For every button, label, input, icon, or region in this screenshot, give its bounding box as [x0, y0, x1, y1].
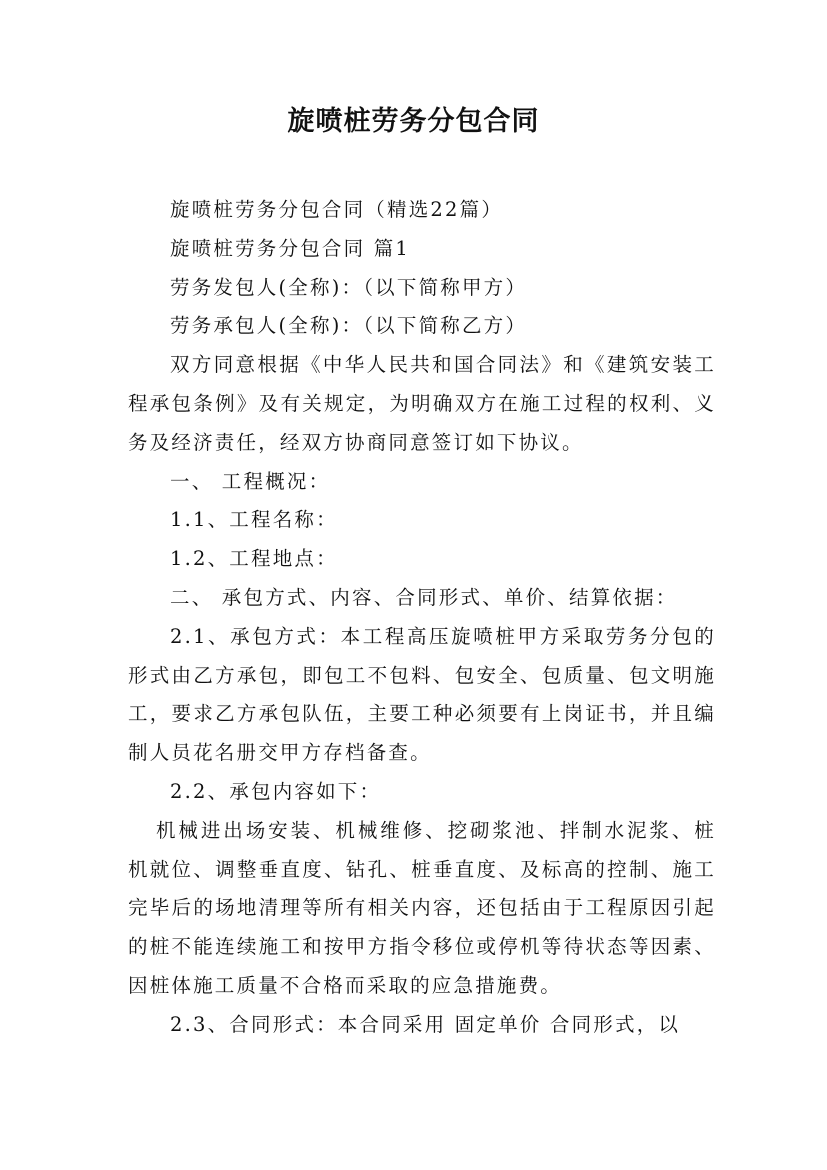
document-title: 旋喷桩劳务分包合同	[287, 106, 540, 137]
paragraph-contract-content: 机械进出场安装、机械维修、挖砌浆池、拌制水泥浆、桩机就位、调整垂直度、钻孔、桩垂直度、及标高的控制、施工完毕后的场地清理等所有相关内容，还包括由于工程原因引起的桩不能连续施工和按甲方指令移位或停机等待状态等因素、因桩体施工质量不合格而采取的应急措施费。	[128, 818, 716, 997]
paragraph-agreement: 双方同意根据《中华人民共和国合同法》和《建筑安装工程承包条例》及有关规定，为明确双方在施工过程的权利、义务及经济责任，经双方协商同意签订如下协议。	[128, 353, 716, 454]
paragraph-heading-1: 一、 工程概况：	[170, 469, 331, 493]
document-body	[128, 191, 716, 1045]
paragraph-contract-content-heading: 2.2、承包内容如下：	[170, 779, 382, 803]
paragraph-section-heading: 旋喷桩劳务分包合同 篇1	[170, 236, 411, 260]
paragraph-contractor: 劳务承包人(全称)：（以下简称乙方）	[170, 314, 528, 338]
paragraph-contract-method: 2.1、承包方式：本工程高压旋喷桩甲方采取劳务分包的形式由乙方承包，即包工不包料、包安全、包质量、包文明施工，要求乙方承包队伍，主要工种必须要有上岗证书，并且编制人员花名册交甲方存档备查。	[128, 624, 716, 765]
paragraph-project-location: 1.2、工程地点：	[170, 547, 338, 571]
paragraph-employer: 劳务发包人(全称)：（以下简称甲方）	[170, 275, 528, 299]
paragraph-contract-form: 2.3、合同形式：本合同采用 固定单价 合同形式，以	[170, 1012, 681, 1036]
paragraph-project-name: 1.1、工程名称：	[170, 508, 338, 532]
paragraph-subtitle: 旋喷桩劳务分包合同（精选22篇）	[170, 198, 504, 221]
paragraph-heading-2: 二、 承包方式、内容、合同形式、单价、结算依据：	[170, 585, 678, 609]
